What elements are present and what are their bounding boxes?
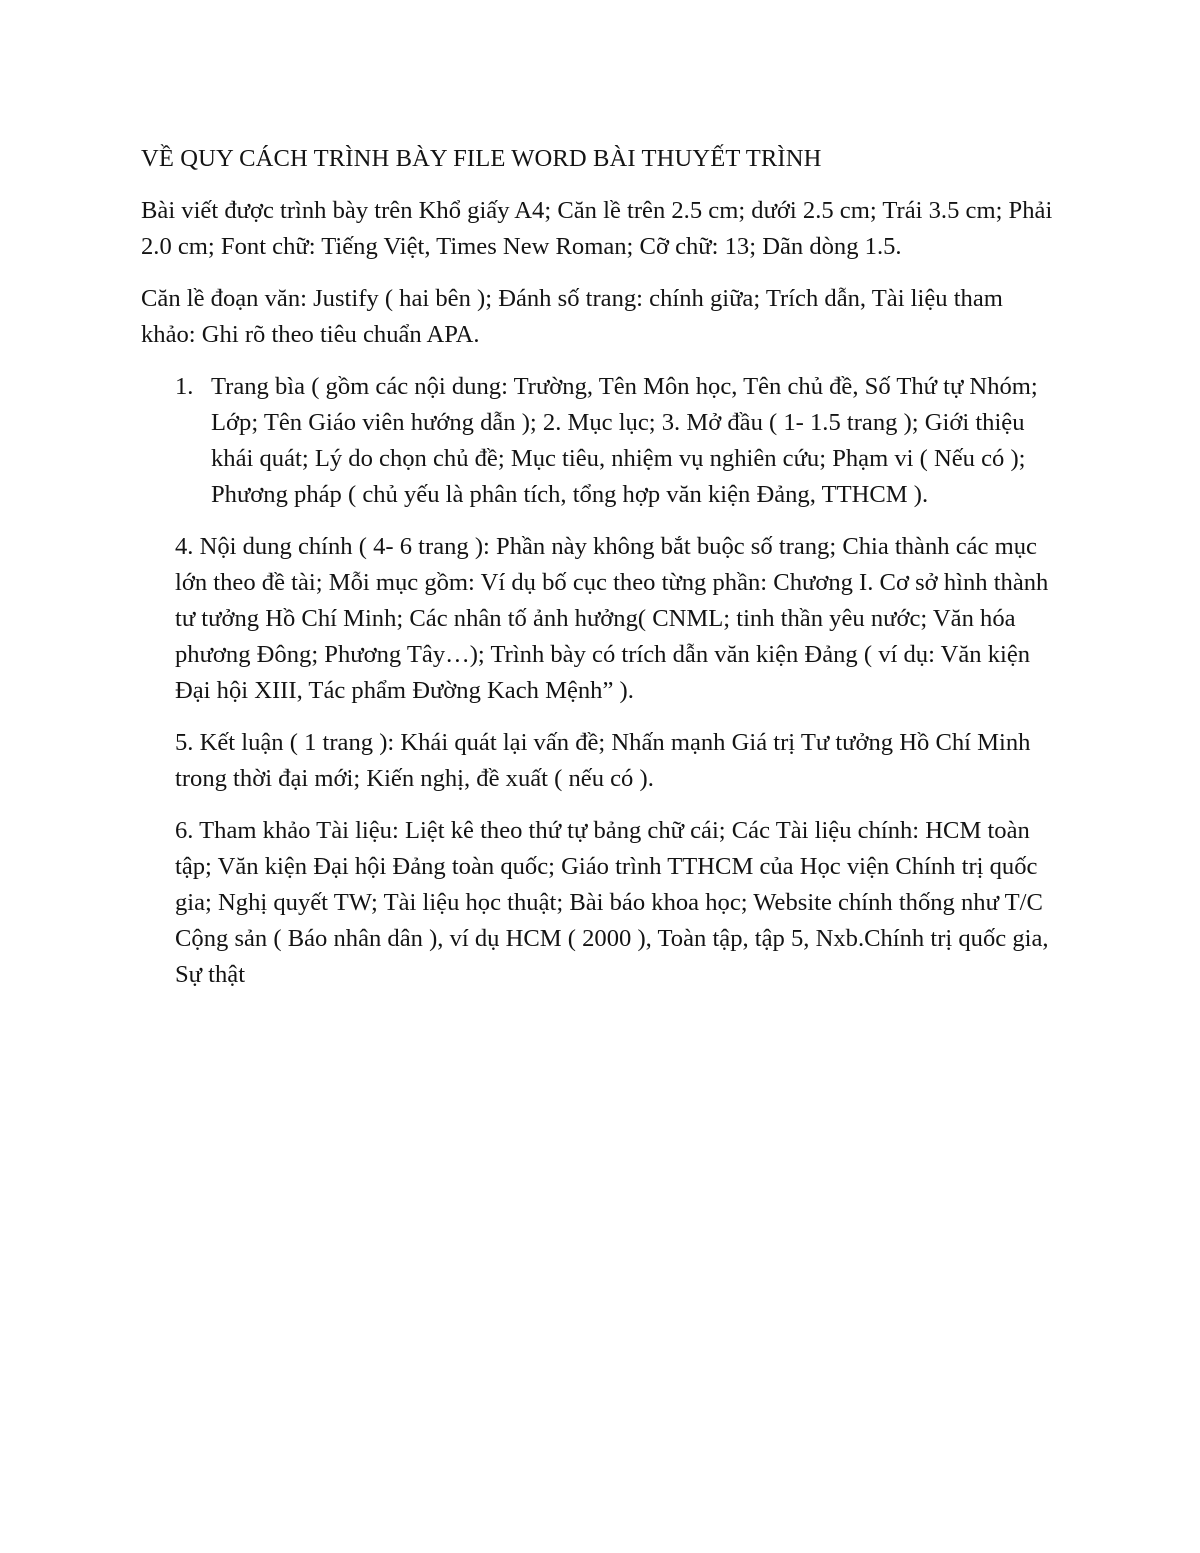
- section-references: 6. Tham khảo Tài liệu: Liệt kê theo thứ tự bảng chữ cái; Các Tài liệu chính: HCM toàn tập; Văn kiện Đại hội Đảng toàn quốc; Giáo trình TTHCM của Học viện Chính trị quốc gia; Nghị quyết TW; Tài liệu học thuật; Bài báo khoa học; Website chính thống như T/C Cộng sản ( Báo nhân dân ), ví dụ HCM ( 2000 ), Toàn tập, tập 5, Nxb.Chính trị quốc gia, Sự thật: [175, 817, 1049, 988]
- list-item-text: Trang bìa ( gồm các nội dung: Trường, Tên Môn học, Tên chủ đề, Số Thứ tự Nhóm; Lớp; Tên Giáo viên hướng dẫn ); 2. Mục lục; 3. Mở đầu ( 1- 1.5 trang ); Giới thiệu khái quát; Lý do chọn chủ đề; Mục tiêu, nhiệm vụ nghiên cứu; Phạm vi ( Nếu có ); Phương pháp ( chủ yếu là phân tích, tổng hợp văn kiện Đảng, TTHCM ).: [211, 373, 1038, 508]
- document-body: [141, 141, 1063, 1009]
- paragraph-alignment-citation: Căn lề đoạn văn: Justify ( hai bên ); Đánh số trang: chính giữa; Trích dẫn, Tài liệu tham khảo: Ghi rõ theo tiêu chuẩn APA.: [141, 285, 1003, 348]
- document-title: VỀ QUY CÁCH TRÌNH BÀY FILE WORD BÀI THUYẾT TRÌNH: [141, 145, 822, 172]
- numbered-list: [141, 369, 1063, 513]
- list-item-number: 1.: [175, 373, 194, 400]
- section-main-content: 4. Nội dung chính ( 4- 6 trang ): Phần này không bắt buộc số trang; Chia thành các mục lớn theo đề tài; Mỗi mục gồm: Ví dụ bố cục theo từng phần: Chương I. Cơ sở hình thành tư tưởng Hồ Chí Minh; Các nhân tố ảnh hưởng( CNML; tinh thần yêu nước; Văn hóa phương Đông; Phương Tây…); Trình bày có trích dẫn văn kiện Đảng ( ví dụ: Văn kiện Đại hội XIII, Tác phẩm Đường Kach Mệnh” ).: [175, 533, 1049, 704]
- paragraph-page-setup: Bài viết được trình bày trên Khổ giấy A4; Căn lề trên 2.5 cm; dưới 2.5 cm; Trái 3.5 cm; Phải 2.0 cm; Font chữ: Tiếng Việt, Times New Roman; Cỡ chữ: 13; Dãn dòng 1.5.: [141, 197, 1053, 260]
- list-item: [141, 369, 1063, 513]
- section-conclusion: 5. Kết luận ( 1 trang ): Khái quát lại vấn đề; Nhấn mạnh Giá trị Tư tưởng Hồ Chí Minh trong thời đại mới; Kiến nghị, đề xuất ( nếu có ).: [175, 729, 1031, 792]
